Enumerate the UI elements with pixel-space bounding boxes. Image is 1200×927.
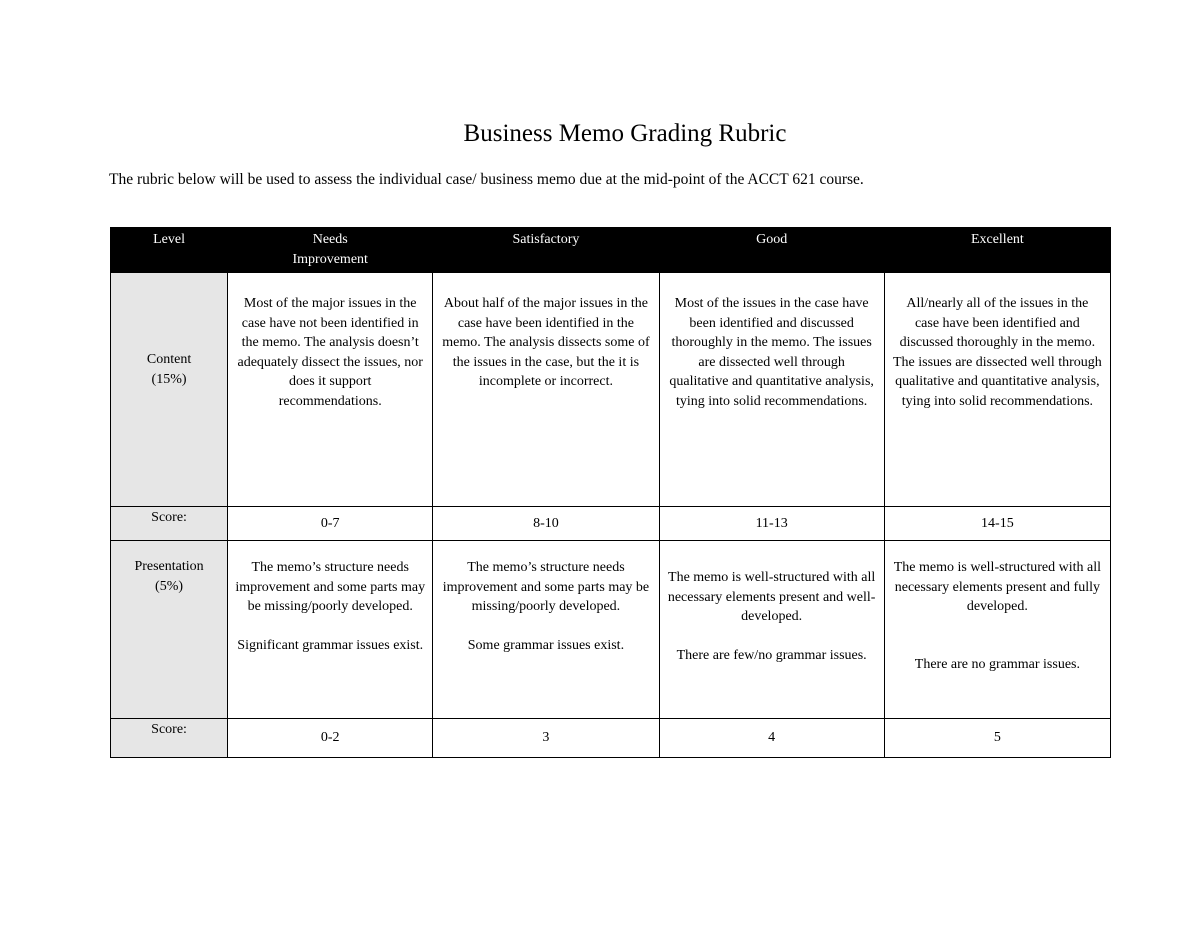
content-score-excellent: 14-15: [884, 507, 1110, 541]
header-needs-label-line1: Needs: [312, 232, 348, 247]
content-row: [111, 273, 1111, 507]
header-level: [111, 228, 228, 273]
content-satisfactory: About half of the major issues in the case have been identified in the memo. The analysis dissects some of the issues in the case, but the it is incomplete or incorrect.: [433, 273, 659, 507]
presentation-score-excellent: 5: [884, 719, 1110, 758]
presentation-score-row: [111, 719, 1111, 758]
content-score-label: Score:: [111, 507, 228, 541]
page-title: Business Memo Grading Rubric: [463, 120, 787, 147]
content-score-needs-improvement: 0-7: [228, 507, 433, 541]
presentation-weight: (5%): [155, 578, 184, 594]
header-good: [659, 228, 884, 273]
presentation-good: [659, 541, 884, 719]
header-row: [111, 228, 1111, 273]
content-score-good: 11-13: [659, 507, 884, 541]
presentation-score-needs-improvement: 0-2: [228, 719, 433, 758]
presentation-needs-improvement: [228, 541, 433, 719]
content-score-satisfactory: 8-10: [433, 507, 659, 541]
presentation-satisfactory-grammar: Some grammar issues exist.: [467, 637, 625, 653]
content-good: Most of the issues in the case have been identified and discussed thoroughly in the memo. The issues are dissected well through qualitative and quantitative analysis, tying into solid recommendations.: [659, 273, 884, 507]
rubric-table: [110, 227, 1111, 758]
presentation-needs-structure: The memo’s structure needs improvement and some parts may be missing/poorly developed.: [235, 560, 426, 614]
header-needs-label-line2: Improvement: [292, 251, 368, 267]
header-satisfactory-label: Satisfactory: [512, 232, 580, 247]
header-good-label: Good: [756, 232, 788, 247]
presentation-label-cell: [111, 541, 228, 719]
presentation-score-good: 4: [659, 719, 884, 758]
presentation-satisfactory-structure: The memo’s structure needs improvement and some parts may be missing/poorly developed.: [442, 560, 650, 614]
presentation-good-grammar: There are few/no grammar issues.: [676, 647, 867, 663]
content-label: Content: [146, 352, 192, 367]
presentation-row: [111, 541, 1111, 719]
presentation-needs-grammar: Significant grammar issues exist.: [237, 637, 424, 653]
presentation-excellent: [884, 541, 1110, 719]
presentation-score-satisfactory: 3: [433, 719, 659, 758]
presentation-good-structure: The memo is well-structured with all necessary elements present and well-developed.: [667, 570, 876, 624]
intro-text: The rubric below will be used to assess the individual case/ business memo due at the mid-point of the ACCT 621 course.: [109, 171, 864, 188]
header-level-label: Level: [153, 232, 185, 247]
content-weight: (15%): [151, 371, 187, 387]
header-excellent: [884, 228, 1110, 273]
header-needs-improvement: [228, 228, 433, 273]
header-satisfactory: [433, 228, 659, 273]
presentation-label: Presentation: [134, 559, 204, 574]
content-label-cell: [111, 273, 228, 507]
content-excellent: All/nearly all of the issues in the case have been identified and discussed thoroughly in the memo. The issues are dissected well through qualitative and quantitative analysis, tying into solid recommendations.: [884, 273, 1110, 507]
presentation-excellent-structure: The memo is well-structured with all necessary elements present and fully developed.: [893, 560, 1101, 614]
header-excellent-label: Excellent: [970, 232, 1024, 247]
content-score-row: [111, 507, 1111, 541]
presentation-excellent-grammar: There are no grammar issues.: [914, 656, 1080, 672]
content-needs-improvement: Most of the major issues in the case have not been identified in the memo. The analysis doesn’t adequately dissect the issues, nor does it support recommendations.: [228, 273, 433, 507]
presentation-score-label: Score:: [111, 719, 228, 758]
presentation-satisfactory: [433, 541, 659, 719]
